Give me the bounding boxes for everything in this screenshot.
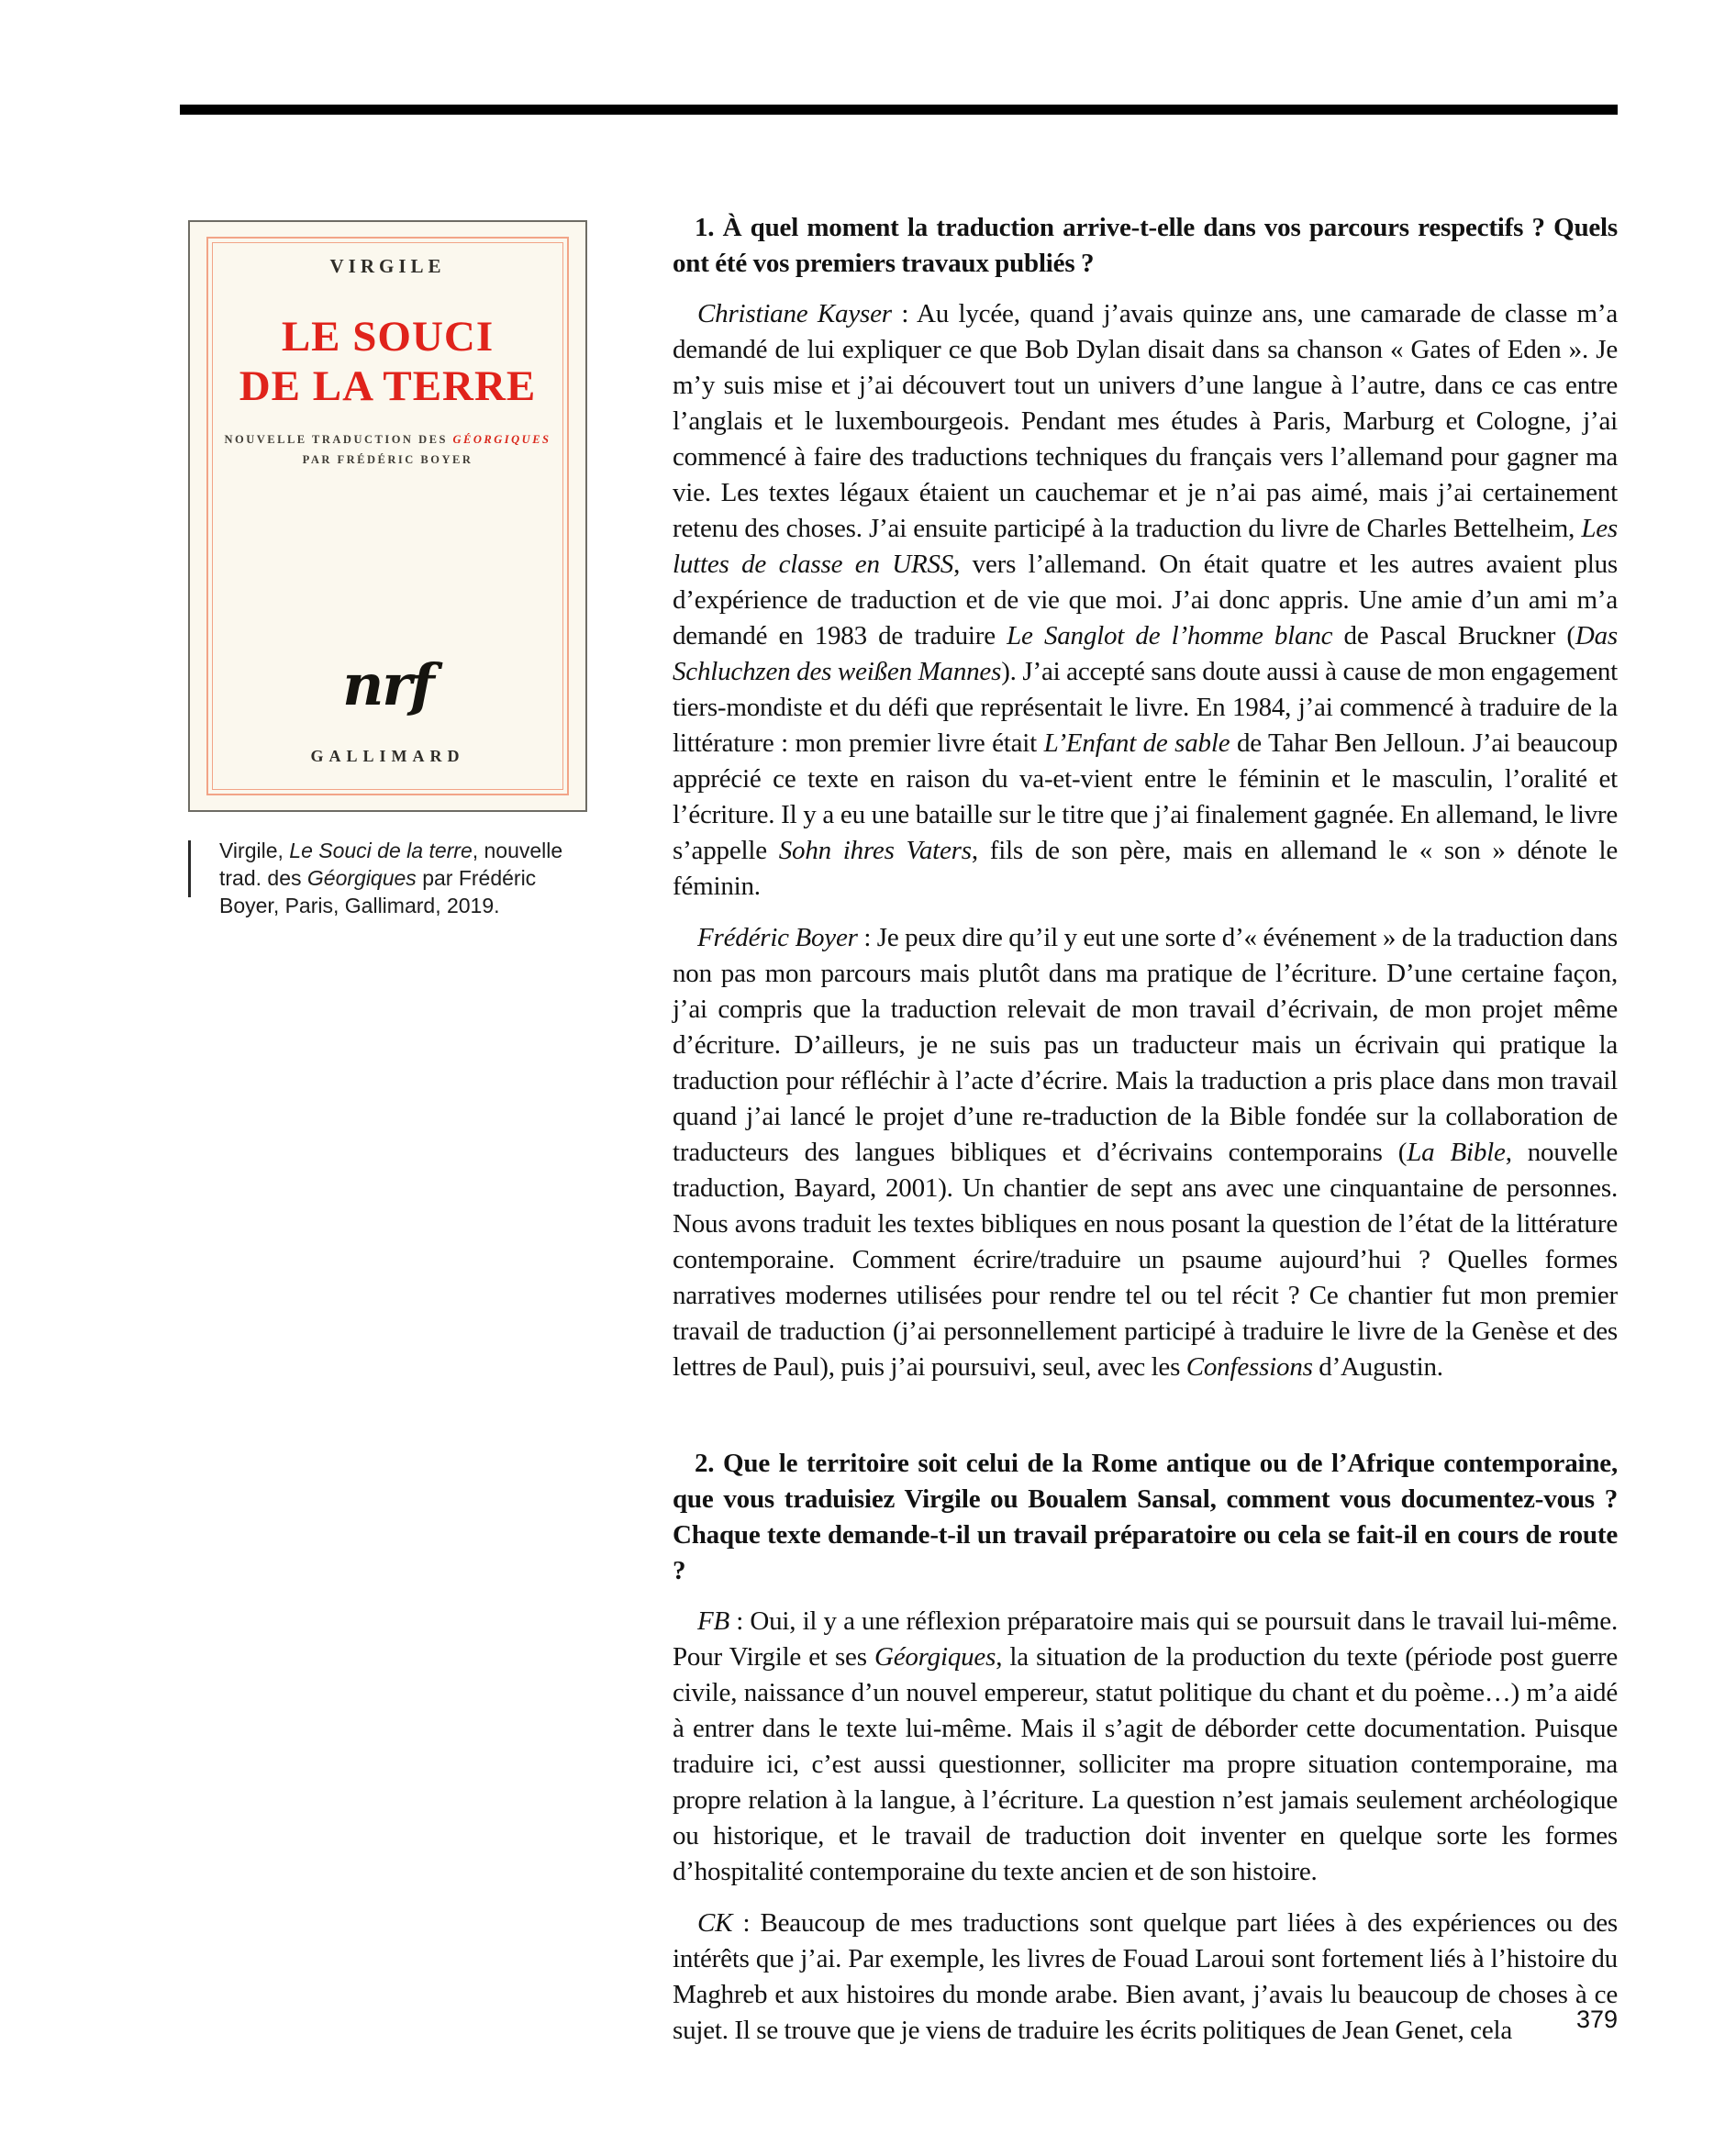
- question-1-heading: 1. À quel moment la traduction arrive-t-elle dans vos parcours respectifs ? Quels ont été vos premiers travaux publiés ?: [673, 213, 1618, 278]
- answer-paragraph-ck-1: Christiane Kayser : Au lycée, quand j’avais quinze ans, une camarade de classe m’a demandé de lui expliquer ce que Bob Dylan disait dans sa chanson « Gates of Eden ». Je m’y suis mise et j’ai découvert tout un univers d’une langue à l’autre, dans ce cas entre l’anglais et le luxembourgeois. Pendant mes études à Paris, Marburg et Cologne, j’ai commencé à faire des traductions techniques du français vers l’allemand pour gagner ma vie. Les textes légaux étaient un cauchemar et je n’ai pas aimé, mais j’ai certainement retenu des choses. J’ai ensuite participé à la traduction du livre de Charles Bettelheim, Les luttes de classe en URSS, vers l’allemand. On était quatre et les autres avaient plus d’expérience de traduction et de vie que moi. J’ai donc appris. Une amie d’un ami m’a demandé en 1983 de traduire Le Sanglot de l’homme blanc de Pascal Bruckner (Das Schluchzen des weißen Mannes). J’ai accepté sans doute aussi à cause de mon engagement tiers-mondiste et du défi que représentait le livre. En 1984, j’ai commencé à traduire de la littérature : mon premier livre était L’Enfant de sable de Tahar Ben Jelloun. J’ai beaucoup apprécié ce texte en raison du va-et-vient entre le féminin et le masculin, l’oralité et l’écriture. Il y a eu une bataille sur le titre que j’ai finalement gagnée. En allemand, le livre s’appelle Sohn ihres Vaters, fils de son père, mais en allemand le « son » dénote le féminin.: [673, 299, 1618, 901]
- cover-title-line1: LE SOUCI: [281, 313, 495, 361]
- book-cover: [188, 220, 587, 812]
- question-2-heading: 2. Que le territoire soit celui de la Rome antique ou de l’Afrique contemporaine, que vous traduisiez Virgile ou Boualem Sansal, comment vous documentez-vous ? Chaque texte demande-t-il un travail préparatoire ou cela se fait-il en cours de route ?: [673, 1449, 1618, 1585]
- caption-text: Virgile, Le Souci de la terre, nouvelle trad. des Géorgiques par Frédéric Boyer, Paris, Gallimard, 2019.: [219, 839, 563, 917]
- cover-author: VIRGILE: [329, 255, 446, 277]
- cover-title-line2: DE LA TERRE: [239, 362, 537, 410]
- figure-caption: [188, 837, 601, 919]
- cover-title: [190, 312, 585, 411]
- answer-paragraph-fb-1: Frédéric Boyer : Je peux dire qu’il y eut une sorte d’« événement » de la traduction dans non pas mon parcours mais plutôt dans ma pratique de l’écriture. D’une certaine façon, j’ai compris que la traduction relevait de mon travail d’écrivain, de mon projet même d’écriture. D’ailleurs, je ne suis pas un traducteur mais un écrivain qui pratique la traduction pour réfléchir à l’acte d’écrire. Mais la traduction a pris place dans mon travail quand j’ai lancé le projet d’une re-traduction de la Bible fondée sur la collaboration de traducteurs des langues bibliques et d’écrivains contemporains (La Bible, nouvelle traduction, Bayard, 2001). Un chantier de sept ans avec une cinquantaine de personnes. Nous avons traduit les textes bibliques en nous posant la question de l’état de la littérature contemporaine. Comment écrire/traduire un psaume aujourd’hui ? Quelles formes narratives modernes utilisées pour rendre tel ou tel récit ? Ce chantier fut mon premier travail de traduction (j’ai personnellement participé à traduire le livre de la Genèse et des lettres de Paul), puis j’ai poursuivi, seul, avec les Confessions d’Augustin.: [673, 923, 1619, 1382]
- interview-text-column: [673, 210, 1618, 2049]
- header-rule: [180, 105, 1618, 115]
- cover-subtitle: [190, 429, 585, 470]
- answer-paragraph-ck-2: CK : Beaucoup de mes traductions sont quelque part liées à des expériences ou des intérêts que j’ai. Par exemple, les livres de Fouad Laroui sont fortement liés à l’histoire du Maghreb et aux histoires du monde arabe. Bien avant, j’avais lu beaucoup de choses à ce sujet. Il se trouve que je viens de traduire les écrits politiques de Jean Genet, cela: [673, 1908, 1618, 2045]
- caption-bar: [188, 840, 191, 897]
- cover-subtitle-prefix: NOUVELLE TRADUCTION DES: [224, 433, 453, 446]
- figure-book-cover: [188, 220, 587, 919]
- page-number: 379: [1575, 2006, 1618, 2033]
- cover-subtitle-line1: [190, 429, 585, 450]
- nrf-logo: nrf: [342, 651, 433, 718]
- cover-subtitle-work: GÉORGIQUES: [452, 433, 551, 446]
- publisher-name: GALLIMARD: [310, 747, 465, 765]
- answer-paragraph-fb-2: FB : Oui, il y a une réflexion préparatoire mais qui se poursuit dans le travail lui-même. Pour Virgile et ses Géorgiques, la situation de la production du texte (période post guerre civile, naissance d’un nouvel empereur, statut politique du chant et du poème…) m’a aidé à entrer dans le texte lui-même. Mais il s’agit de déborder cette documentation. Puisque traduire ici, c’est aussi questionner, solliciter ma propre situation contemporaine, ma propre relation à la langue, à l’écriture. La question n’est jamais seulement archéologique ou historique, et le travail de traduction doit inventer en quelque sorte les formes d’hospitalité contemporaine du texte ancien et de son histoire.: [673, 1606, 1618, 1886]
- cover-subtitle-line2: PAR FRÉDÉRIC BOYER: [302, 453, 473, 466]
